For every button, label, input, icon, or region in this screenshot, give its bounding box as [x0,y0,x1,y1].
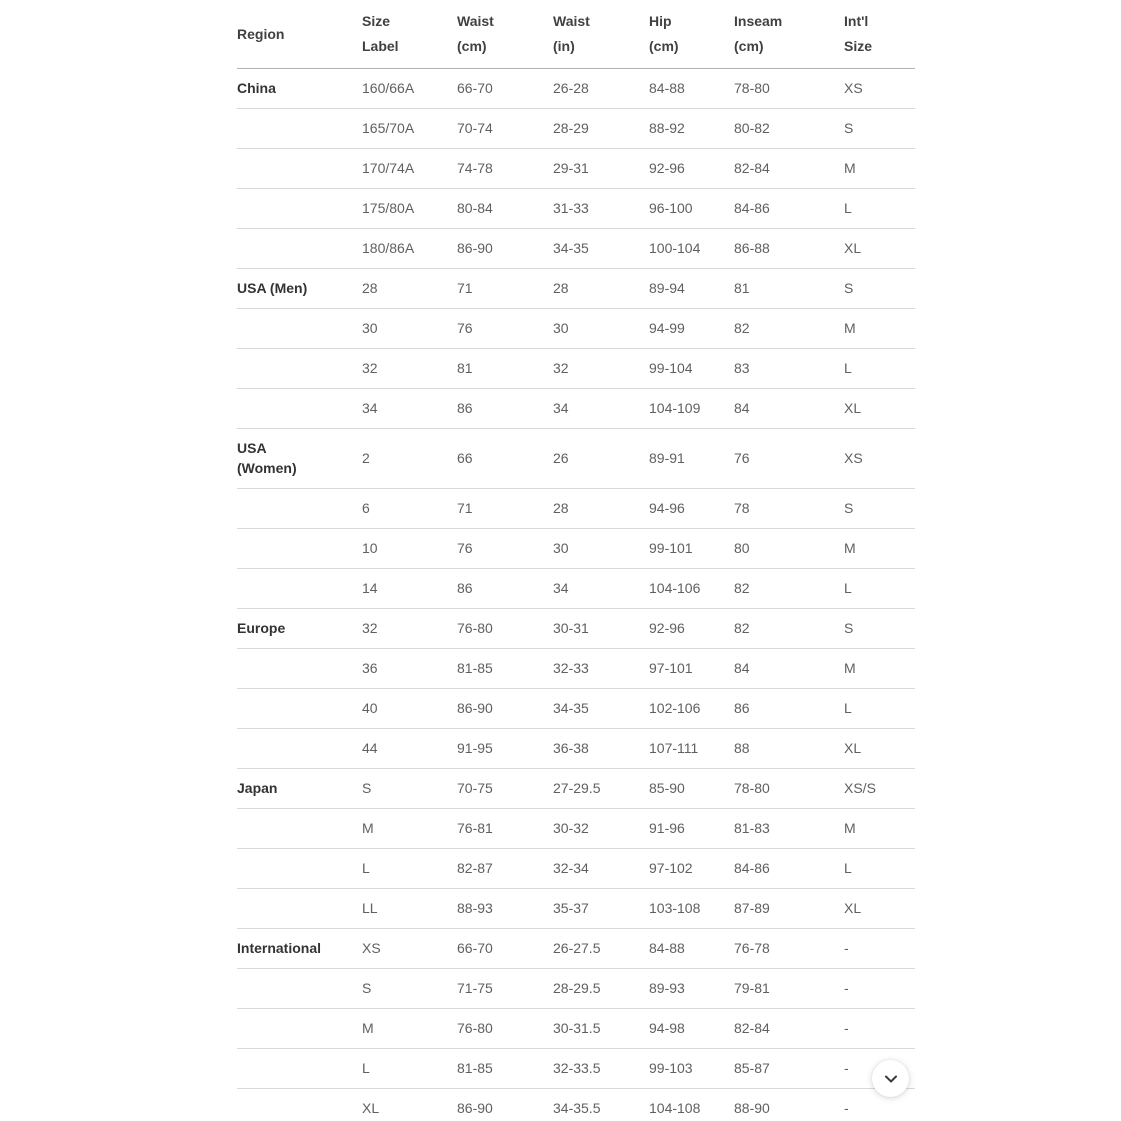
table-row [237,809,915,849]
value-cell: 107-111 [649,729,734,769]
column-header-region: Region [237,0,362,69]
value-cell: 94-99 [649,309,734,349]
region-cell: International [237,929,362,969]
value-cell: 32-34 [553,849,649,889]
region-cell: USA (Men) [237,269,362,309]
column-header-intl-size: Int'l Size [844,0,915,69]
value-cell: 86-88 [734,229,844,269]
table-row [237,1009,915,1049]
value-cell: XS/S [844,769,915,809]
value-cell: 85-90 [649,769,734,809]
value-cell: 32-33.5 [553,1049,649,1089]
region-cell: USA (Women) [237,429,362,489]
value-cell: 34-35 [553,689,649,729]
value-cell: M [844,809,915,849]
value-cell: 81 [734,269,844,309]
value-cell: LL [362,889,457,929]
value-cell: XS [844,429,915,489]
table-row [237,649,915,689]
value-cell: XL [844,229,915,269]
value-cell: 86 [734,689,844,729]
value-cell: 100-104 [649,229,734,269]
region-cell [237,729,362,769]
region-cell [237,1009,362,1049]
value-cell: XS [362,929,457,969]
table-row [237,69,915,109]
value-cell: 76 [457,309,553,349]
table-row [237,349,915,389]
value-cell: S [844,109,915,149]
table-row [237,929,915,969]
table-row [237,109,915,149]
region-cell [237,689,362,729]
value-cell: 27-29.5 [553,769,649,809]
table-row [237,849,915,889]
value-cell: 81-85 [457,1049,553,1089]
value-cell: 87-89 [734,889,844,929]
value-cell: 66-70 [457,929,553,969]
value-cell: M [844,149,915,189]
value-cell: 89-91 [649,429,734,489]
table-row [237,689,915,729]
value-cell: 97-102 [649,849,734,889]
column-header-hip-cm: Hip (cm) [649,0,734,69]
value-cell: M [844,649,915,689]
value-cell: 28 [362,269,457,309]
value-cell: M [362,1009,457,1049]
value-cell: 82-84 [734,149,844,189]
value-cell: 96-100 [649,189,734,229]
value-cell: 92-96 [649,609,734,649]
value-cell: 97-101 [649,649,734,689]
value-cell: - [844,929,915,969]
value-cell: XL [362,1089,457,1121]
value-cell: 34-35 [553,229,649,269]
value-cell: 30 [362,309,457,349]
table-row [237,429,915,489]
value-cell: 14 [362,569,457,609]
value-cell: 40 [362,689,457,729]
value-cell: 89-93 [649,969,734,1009]
value-cell: 30-31.5 [553,1009,649,1049]
value-cell: 36 [362,649,457,689]
value-cell: 84-88 [649,69,734,109]
region-cell [237,809,362,849]
value-cell: 30-32 [553,809,649,849]
table-row [237,1089,915,1121]
value-cell: 28-29 [553,109,649,149]
value-cell: 26-27.5 [553,929,649,969]
column-header-inseam-cm: Inseam (cm) [734,0,844,69]
value-cell: 92-96 [649,149,734,189]
value-cell: 34-35.5 [553,1089,649,1121]
chevron-down-icon [883,1071,899,1087]
value-cell: 180/86A [362,229,457,269]
value-cell: 34 [362,389,457,429]
value-cell: L [362,849,457,889]
value-cell: - [844,969,915,1009]
value-cell: - [844,1049,915,1089]
value-cell: 10 [362,529,457,569]
region-cell [237,309,362,349]
value-cell: 94-96 [649,489,734,529]
value-cell: 86-90 [457,689,553,729]
value-cell: 160/66A [362,69,457,109]
region-cell [237,349,362,389]
value-cell: 103-108 [649,889,734,929]
value-cell: L [844,689,915,729]
value-cell: 74-78 [457,149,553,189]
value-cell: 82 [734,609,844,649]
value-cell: 66-70 [457,69,553,109]
value-cell: 81-83 [734,809,844,849]
value-cell: 2 [362,429,457,489]
value-cell: 99-103 [649,1049,734,1089]
value-cell: 28 [553,489,649,529]
value-cell: M [362,809,457,849]
value-cell: 30 [553,529,649,569]
region-cell: China [237,69,362,109]
value-cell: 71 [457,269,553,309]
value-cell: 71 [457,489,553,529]
value-cell: 80 [734,529,844,569]
table-row [237,229,915,269]
value-cell: S [844,609,915,649]
table-row [237,149,915,189]
value-cell: 26-28 [553,69,649,109]
value-cell: 79-81 [734,969,844,1009]
value-cell: 66 [457,429,553,489]
value-cell: 71-75 [457,969,553,1009]
value-cell: 80-82 [734,109,844,149]
value-cell: 36-38 [553,729,649,769]
value-cell: 76 [734,429,844,489]
region-cell [237,189,362,229]
value-cell: L [362,1049,457,1089]
value-cell: L [844,849,915,889]
value-cell: 30 [553,309,649,349]
table-row [237,489,915,529]
value-cell: 81-85 [457,649,553,689]
value-cell: S [844,489,915,529]
value-cell: 80-84 [457,189,553,229]
value-cell: M [844,309,915,349]
value-cell: S [362,969,457,1009]
value-cell: 86 [457,569,553,609]
value-cell: 32 [553,349,649,389]
value-cell: M [844,529,915,569]
value-cell: 86-90 [457,1089,553,1121]
value-cell: 76-80 [457,609,553,649]
table-row [237,1049,915,1089]
region-cell [237,969,362,1009]
value-cell: 86-90 [457,229,553,269]
value-cell: 70-75 [457,769,553,809]
table-row [237,729,915,769]
value-cell: 82-84 [734,1009,844,1049]
table-row [237,309,915,349]
table-row [237,269,915,309]
column-header-waist-cm: Waist (cm) [457,0,553,69]
value-cell: 91-96 [649,809,734,849]
value-cell: 28-29.5 [553,969,649,1009]
value-cell: 32 [362,609,457,649]
value-cell: 35-37 [553,889,649,929]
region-cell [237,229,362,269]
value-cell: 104-109 [649,389,734,429]
value-cell: 102-106 [649,689,734,729]
value-cell: L [844,349,915,389]
value-cell: 88-93 [457,889,553,929]
region-cell [237,889,362,929]
region-cell [237,529,362,569]
value-cell: 84-88 [649,929,734,969]
value-cell: 84-86 [734,849,844,889]
table-row [237,529,915,569]
value-cell: 165/70A [362,109,457,149]
value-cell: 32-33 [553,649,649,689]
region-cell [237,569,362,609]
value-cell: 34 [553,389,649,429]
table-header [237,0,915,69]
value-cell: 30-31 [553,609,649,649]
value-cell: 78 [734,489,844,529]
value-cell: 89-94 [649,269,734,309]
table-row [237,569,915,609]
value-cell: XL [844,889,915,929]
value-cell: 82-87 [457,849,553,889]
region-cell [237,649,362,689]
region-cell: Europe [237,609,362,649]
value-cell: 84 [734,389,844,429]
value-cell: 44 [362,729,457,769]
value-cell: 32 [362,349,457,389]
value-cell: 81 [457,349,553,389]
value-cell: 94-98 [649,1009,734,1049]
region-cell [237,109,362,149]
table-row [237,769,915,809]
value-cell: 82 [734,569,844,609]
value-cell: 91-95 [457,729,553,769]
size-chart-container [237,0,915,1121]
region-cell [237,389,362,429]
value-cell: 78-80 [734,69,844,109]
value-cell: L [844,569,915,609]
value-cell: 88-92 [649,109,734,149]
value-cell: 28 [553,269,649,309]
value-cell: XL [844,389,915,429]
value-cell: XS [844,69,915,109]
column-header-size-label: Size Label [362,0,457,69]
table-row [237,609,915,649]
value-cell: - [844,1089,915,1121]
value-cell: S [362,769,457,809]
value-cell: 99-104 [649,349,734,389]
value-cell: S [844,269,915,309]
region-cell: Japan [237,769,362,809]
value-cell: 84 [734,649,844,689]
scroll-down-button[interactable] [872,1060,909,1097]
table-row [237,389,915,429]
value-cell: 26 [553,429,649,489]
region-cell [237,149,362,189]
region-cell [237,489,362,529]
value-cell: 70-74 [457,109,553,149]
value-cell: 88-90 [734,1089,844,1121]
header-row [237,0,915,69]
value-cell: 31-33 [553,189,649,229]
table-row [237,189,915,229]
column-header-waist-in: Waist (in) [553,0,649,69]
value-cell: L [844,189,915,229]
value-cell: 82 [734,309,844,349]
region-cell [237,1089,362,1121]
value-cell: 85-87 [734,1049,844,1089]
value-cell: 78-80 [734,769,844,809]
value-cell: XL [844,729,915,769]
value-cell: 175/80A [362,189,457,229]
table-row [237,969,915,1009]
value-cell: - [844,1009,915,1049]
value-cell: 34 [553,569,649,609]
value-cell: 104-106 [649,569,734,609]
size-chart-table [237,0,915,1121]
value-cell: 76-78 [734,929,844,969]
value-cell: 104-108 [649,1089,734,1121]
value-cell: 84-86 [734,189,844,229]
value-cell: 99-101 [649,529,734,569]
value-cell: 83 [734,349,844,389]
value-cell: 76-80 [457,1009,553,1049]
region-cell [237,849,362,889]
value-cell: 76-81 [457,809,553,849]
value-cell: 29-31 [553,149,649,189]
value-cell: 6 [362,489,457,529]
value-cell: 76 [457,529,553,569]
region-cell [237,1049,362,1089]
table-row [237,889,915,929]
value-cell: 88 [734,729,844,769]
table-body [237,69,915,1121]
value-cell: 86 [457,389,553,429]
value-cell: 170/74A [362,149,457,189]
